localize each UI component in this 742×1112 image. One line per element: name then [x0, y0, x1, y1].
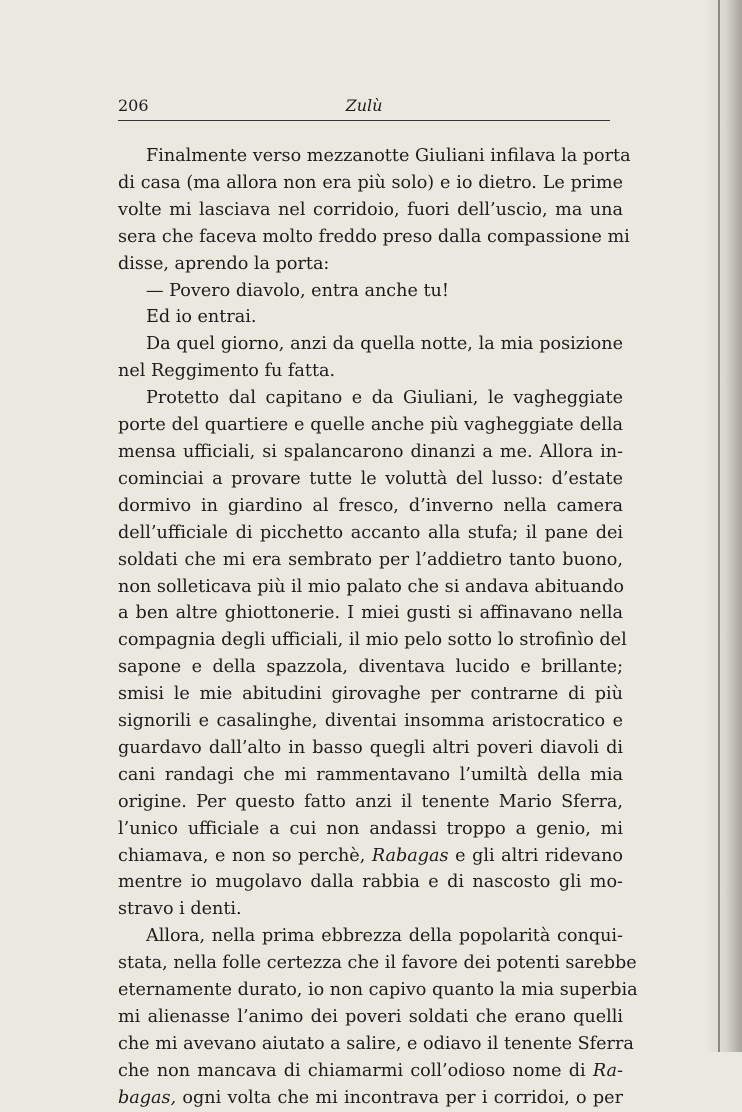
text-line: disse, aprendo la porta: [118, 253, 330, 274]
page-edge-shadow [706, 0, 742, 1052]
text-line: sapone e della spazzola, diventava lucido e brillante; [118, 657, 623, 678]
text-line-with-italic [118, 1058, 623, 1085]
text-line: mi alienasse l’animo dei poveri soldati che erano quelli [118, 1007, 623, 1027]
text-fragment: chiamava, e non so perchè, [118, 845, 366, 866]
text-fragment: ogni volta che mi incontrava per i corridoi, o per [182, 1087, 623, 1108]
text-line: volte mi lasciava nel corridoio, fuori dell’uscio, ma una [118, 199, 623, 220]
text-line: a ben altre ghiottonerie. I miei gusti si affinavano nella [118, 603, 623, 624]
text-line: Protetto dal capitano e da Giuliani, le vagheggiate [146, 388, 623, 409]
text-line: nel Reggimento fu fatta. [118, 361, 336, 382]
text-line-with-italic [118, 1085, 623, 1112]
text-line: stata, nella folle certezza che il favore dei potenti sarebbe [118, 953, 637, 974]
text-line: mensa ufficiali, si spalancarono dinanzi a me. Allora in- [118, 441, 623, 462]
text-line: Da quel giorno, anzi da quella notte, la mia posizione [146, 334, 623, 355]
text-line: Finalmente verso mezzanotte Giuliani infilava la porta [146, 146, 631, 166]
body-text [118, 143, 638, 1112]
text-line: soldati che mi era sembrato per l’addietro tanto buono, [118, 549, 623, 570]
text-line: stravo i denti. [118, 899, 242, 920]
text-line: porte del quartiere e quelle anche più vagheggiate della [118, 415, 623, 436]
page-edge-line [718, 0, 720, 1052]
text-line: — Povero diavolo, entra anche tu! [146, 280, 449, 301]
italic-name: bagas, [118, 1087, 177, 1108]
italic-name: Rabagas [371, 845, 449, 866]
text-fragment: e gli altri ridevano [455, 845, 623, 866]
text-line: guardavo dall’alto in basso quegli altri poveri diavoli di [118, 737, 623, 758]
text-line: cominciai a provare tutte le voluttà del lusso: d’estate [118, 468, 623, 489]
header-rule [118, 120, 610, 121]
running-title: Zulù [345, 96, 383, 115]
text-line: Allora, nella prima ebbrezza della popolarità conqui- [146, 926, 623, 947]
text-line: sera che faceva molto freddo preso dalla compassione mi [118, 226, 630, 247]
page-header [118, 96, 610, 116]
text-line: origine. Per questo fatto anzi il tenente Mario Sferra, [118, 791, 623, 812]
text-line: che mi avevano aiutato a salire, e odiavo il tenente Sferra [118, 1033, 634, 1054]
text-line: mentre io mugolavo dalla rabbia e di nascosto gli mo- [118, 872, 623, 893]
text-line: di casa (ma allora non era più solo) e io dietro. Le prime [118, 172, 623, 193]
text-line: non solleticava più il mio palato che si andava abituando [118, 576, 624, 597]
text-line: Ed io entrai. [146, 307, 257, 328]
text-line: compagnia degli ufficiali, il mio pelo sotto lo strofinìo del [118, 630, 627, 651]
text-line: cani randagi che mi rammentavano l’umiltà della mia [118, 764, 623, 785]
text-line: signorili e casalinghe, diventai insomma aristocratico e [118, 711, 623, 732]
text-fragment: che non mancava di chiamarmi coll’odioso nome di [118, 1060, 586, 1081]
text-line: l’unico ufficiale a cui non andassi troppo a genio, mi [118, 818, 623, 839]
text-line: dormivo in giardino al fresco, d’inverno nella camera [118, 495, 623, 516]
italic-name: Ra- [592, 1060, 623, 1081]
text-line: eternamente durato, io non capivo quanto la mia superbia [118, 980, 638, 1001]
text-line-with-italic [118, 843, 623, 870]
text-line: dell’ufficiale di picchetto accanto alla stufa; il pane dei [118, 522, 623, 543]
page-number: 206 [118, 96, 149, 115]
text-line: smisi le mie abitudini girovaghe per contrarne di più [118, 684, 623, 705]
